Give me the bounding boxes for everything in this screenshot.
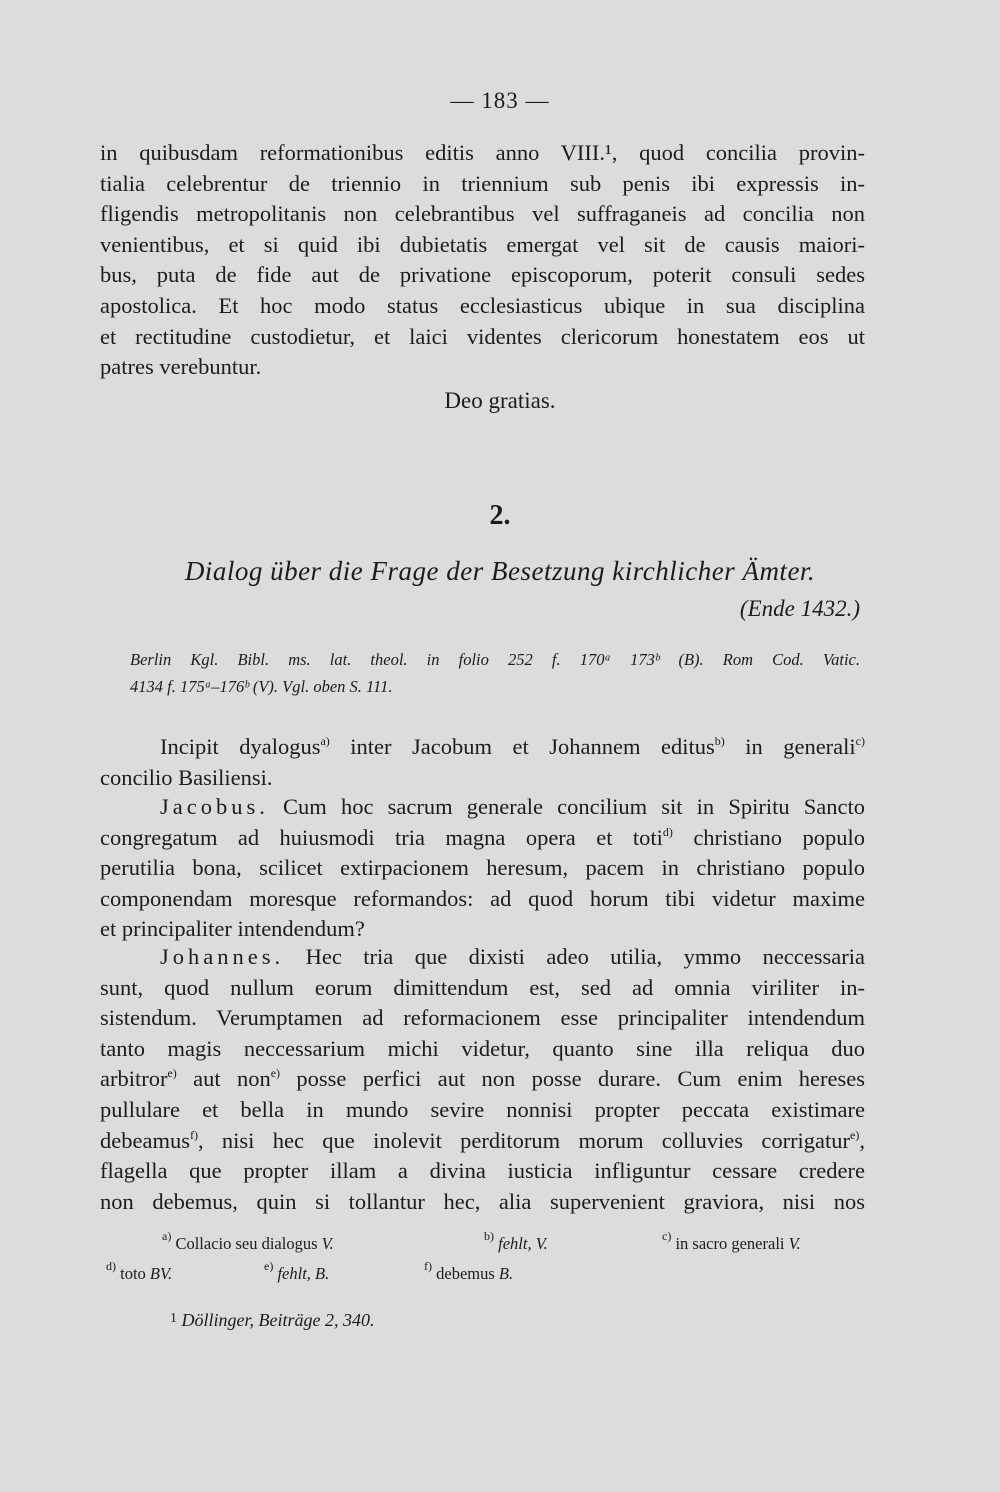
intro-paragraph	[100, 138, 865, 383]
footnote-mark: f)	[424, 1259, 432, 1273]
text: posse perfici aut non posse durare. Cum enim hereses	[280, 1066, 865, 1092]
text: fehlt, B.	[273, 1264, 330, 1283]
text: V.	[321, 1234, 334, 1253]
text: arbitror	[100, 1066, 168, 1092]
text-line: apostolica. Et hoc modo status ecclesiasticus ubique in sua disciplina	[100, 292, 865, 318]
footnote-1	[170, 1310, 374, 1331]
text-line: concilio Basiliensi.	[100, 764, 273, 790]
section-date: (Ende 1432.)	[739, 596, 860, 621]
text-line	[100, 823, 865, 854]
text: debemus	[432, 1264, 499, 1283]
footnote-b	[484, 1229, 548, 1254]
text: congregatum ad huiusmodi tria magna opera et toti	[100, 824, 663, 850]
section-number: 2.	[489, 500, 511, 531]
text-line: bus, puta de fide aut de privatione episcoporum, poterit consuli sedes	[100, 262, 865, 288]
text-line: non debemus, quin si tollantur hec, alia supervenient graviora, nisi nos	[100, 1188, 865, 1214]
footnote-a	[162, 1229, 334, 1254]
footnote-mark: a)	[162, 1229, 172, 1243]
text-line: et principaliter intendendum?	[100, 916, 365, 942]
text: B.	[498, 1264, 514, 1283]
text-line	[100, 942, 865, 973]
text: in sacro generali	[671, 1234, 789, 1253]
footnote-mark: e)	[270, 1066, 281, 1081]
footnote-d	[106, 1259, 173, 1284]
text-line: sistendum. Verumptamen ad reformacionem esse principaliter intendendum	[100, 1005, 865, 1031]
footnote-mark: d)	[662, 824, 673, 839]
footnote-mark: 1	[170, 1310, 177, 1326]
text: , nisi hec que inolevit perditorum morum colluvies corrigatur	[197, 1127, 851, 1153]
closing-formula: Deo gratias.	[444, 388, 556, 413]
text: aut non	[176, 1066, 271, 1092]
text-line: tialia celebrentur de triennio in triennium sub penis ibi expressis in-	[100, 170, 865, 196]
manuscript-sources	[130, 646, 860, 700]
text-line: et rectitudine custodietur, et laici videntes clericorum honestatem eos ut	[100, 323, 865, 349]
text: Döllinger, Beiträge 2, 340.	[177, 1310, 375, 1330]
text: inter Jacobum et Johannem editus	[329, 734, 715, 759]
text-line: pullulare et bella in mundo sevire nonnisi propter peccata existimare	[100, 1096, 865, 1122]
text: Collacio seu dialogus	[171, 1234, 322, 1253]
text: christiano populo	[672, 824, 865, 850]
jacobus-paragraph	[100, 792, 865, 945]
text: fehlt, V.	[494, 1234, 548, 1253]
footnote-mark: b)	[484, 1229, 494, 1243]
footnote-mark: b)	[714, 734, 725, 748]
text-line: tanto magis neccessarium michi videtur, quanto sine illa reliqua duo	[100, 1035, 865, 1061]
footnote-mark: e)	[264, 1259, 274, 1273]
text: Cum hoc sacrum generale concilium sit in Spiritu Sancto	[268, 794, 865, 819]
text: Hec tria que dixisti adeo utilia, ymmo neccessaria	[284, 944, 865, 969]
footnote-mark: f)	[189, 1127, 198, 1142]
text-line	[100, 732, 865, 763]
speaker-name: Johannes.	[160, 944, 285, 969]
footnote-f	[424, 1259, 514, 1284]
source-line: Berlin Kgl. Bibl. ms. lat. theol. in folio 252 f. 170ᵃ 173ᵇ (B). Rom Cod. Vatic.	[130, 650, 860, 669]
text: in generali	[724, 734, 856, 759]
footnote-mark: c)	[662, 1229, 672, 1243]
text-line: flagella que propter illam a divina iusticia infliguntur cessare credere	[100, 1158, 865, 1184]
footnote-mark: c)	[855, 734, 865, 748]
text: debeamus	[100, 1127, 190, 1153]
footnote-mark: a)	[320, 734, 330, 748]
text-line: sunt, quod nullum eorum dimittendum est, sed ad omnia viriliter in-	[100, 974, 865, 1000]
text-line: venientibus, et si quid ibi dubietatis emergat vel sit de causis maiori-	[100, 231, 865, 257]
text-line: patres verebuntur.	[100, 354, 262, 380]
text: Incipit dyalogus	[160, 734, 321, 759]
footnote-c	[662, 1229, 801, 1254]
text-line: componendam moresque reformandos: ad quod horum tibi videtur maxime	[100, 885, 865, 911]
text-line: fligendis metropolitanis non celebrantibus vel suffraganeis ad concilia non	[100, 201, 865, 227]
text: V.	[788, 1234, 801, 1253]
page-number: — 183 —	[450, 88, 550, 113]
text: ,	[859, 1127, 865, 1153]
text: toto	[116, 1264, 150, 1283]
text-line	[100, 1064, 865, 1095]
text-line: perutilia bona, scilicet extirpacionem heresum, pacem in christiano populo	[100, 855, 865, 881]
footnote-e	[264, 1259, 330, 1284]
section-title: Dialog über die Frage der Besetzung kirchlicher Ämter.	[184, 556, 816, 586]
speaker-name: Jacobus.	[160, 794, 269, 819]
footnote-mark: e)	[167, 1066, 177, 1081]
text-line	[100, 1126, 865, 1157]
footnote-mark: d)	[106, 1259, 116, 1273]
source-line: 4134 f. 175ᵃ–176ᵇ (V). Vgl. oben S. 111.	[130, 677, 393, 696]
text-line: in quibusdam reformationibus editis anno VIII.¹, quod concilia provin-	[100, 140, 865, 165]
footnote-mark: e)	[850, 1127, 860, 1142]
johannes-paragraph	[100, 942, 865, 1217]
text: BV.	[149, 1264, 173, 1283]
text-line	[100, 792, 865, 823]
incipit-paragraph	[100, 732, 865, 793]
